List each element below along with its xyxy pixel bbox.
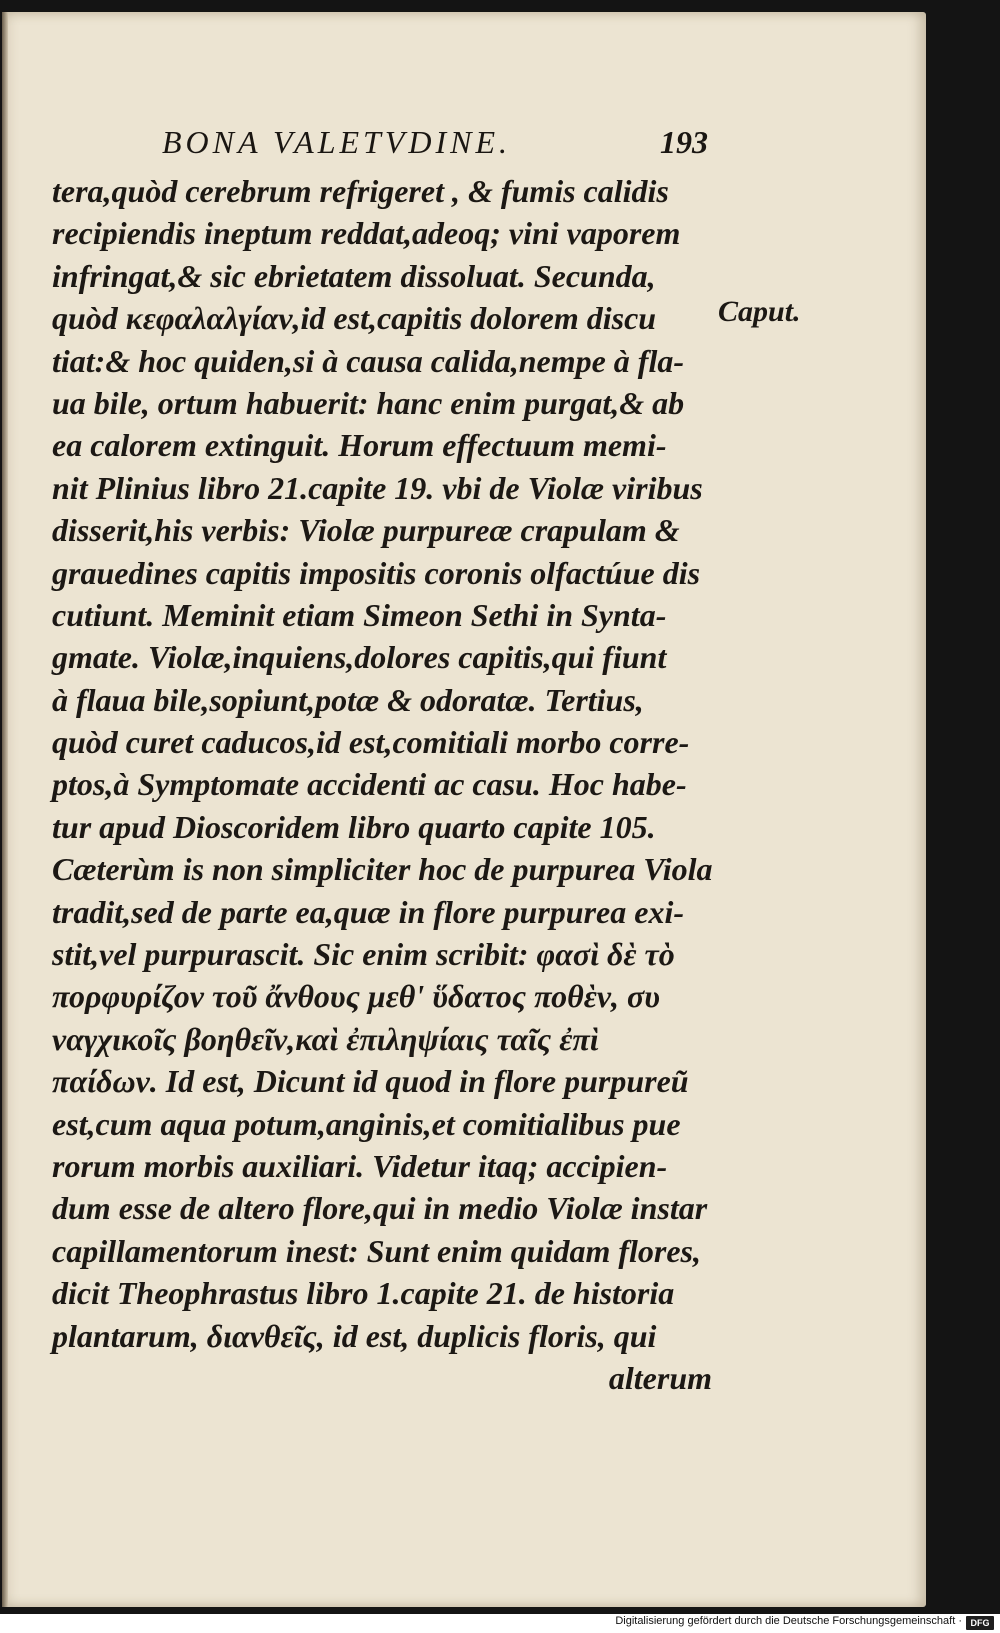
text-line: gmate. Violæ,inquiens,dolores capitis,qui fiunt bbox=[52, 639, 667, 676]
text-line: Cæterùm is non simpliciter hoc de purpurea Viola bbox=[52, 851, 713, 888]
text-line: disserit,his verbis: Violæ purpureæ crapulam & bbox=[52, 512, 680, 549]
text-line: παίδων. Id est, Dicunt id quod in flore purpureũ bbox=[52, 1063, 689, 1100]
text-line: infringat,& sic ebrietatem dissoluat. Secunda, bbox=[52, 257, 656, 294]
text-line: capillamentorum inest: Sunt enim quidam flores, bbox=[52, 1232, 701, 1269]
digitization-credit: Digitalisierung gefördert durch die Deutsche Forschungsgemeinschaft · bbox=[615, 1615, 962, 1627]
text-line: tur apud Dioscoridem libro quarto capite 105. bbox=[52, 808, 656, 845]
text-line: nit Plinius libro 21.capite 19. vbi de Violæ viribus bbox=[52, 469, 703, 506]
text-line: plantarum, διανθεῖς, id est, duplicis floris, qui bbox=[52, 1317, 657, 1354]
margin-note: Caput. bbox=[718, 295, 801, 328]
text-line: dum esse de altero flore,qui in medio Violæ instar bbox=[52, 1190, 708, 1227]
running-header: BONA VALETVDINE. bbox=[162, 124, 512, 160]
text-line: recipiendis ineptum reddat,adeoq; vini vaporem bbox=[52, 215, 681, 252]
dfg-logo: DFG bbox=[966, 1616, 994, 1630]
text-line: est,cum aqua potum,anginis,et comitialibus pue bbox=[52, 1105, 681, 1142]
footer-bar bbox=[0, 1614, 1000, 1633]
catchword: alterum bbox=[608, 1359, 712, 1396]
text-line: à flaua bile,sopiunt,potæ & odoratæ. Tertius, bbox=[52, 681, 644, 718]
text-line: rorum morbis auxiliari. Videtur itaq; accipien- bbox=[52, 1147, 668, 1184]
text-line: tradit,sed de parte ea,quæ in flore purpurea exi- bbox=[52, 893, 684, 930]
text-line: cutiunt. Meminit etiam Simeon Sethi in Synta- bbox=[52, 596, 667, 633]
body-text bbox=[52, 170, 712, 1399]
text-line: grauedines capitis impositis coronis olfactúue dis bbox=[52, 554, 701, 591]
text-line: ptos,à Symptomate accidenti ac casu. Hoc habe- bbox=[52, 766, 687, 803]
text-line: ua bile, ortum habuerit: hanc enim purgat,& ab bbox=[52, 384, 685, 421]
text-line: stit,vel purpurascit. Sic enim scribit: φασὶ δὲ τὸ bbox=[52, 936, 675, 973]
text-line: tera,quòd cerebrum refrigeret , & fumis calidis bbox=[52, 173, 669, 209]
text-line: ναγχικοῖς βοηθεῖν,καὶ ἐπιληψίαις ταῖς ἐπὶ bbox=[52, 1020, 599, 1057]
text-line: tiat:& hoc quiden,si à causa calida,nempe à fla- bbox=[52, 342, 684, 379]
text-line: πορφυρίζον τοῦ ἄνθους μεθ' ὕδατος ποθὲν, συ bbox=[52, 978, 660, 1015]
book-page bbox=[2, 12, 926, 1607]
text-line: quòd κεφαλαλγίαν,id est,capitis dolorem discu bbox=[52, 300, 657, 337]
page-binding-edge bbox=[2, 12, 8, 1607]
page-number: 193 bbox=[660, 124, 708, 160]
text-line: ea calorem extinguit. Horum effectuum memi- bbox=[52, 427, 667, 464]
text-line: quòd curet caducos,id est,comitiali morbo corre- bbox=[52, 724, 690, 761]
text-line: dicit Theophrastus libro 1.capite 21. de historia bbox=[52, 1275, 675, 1312]
